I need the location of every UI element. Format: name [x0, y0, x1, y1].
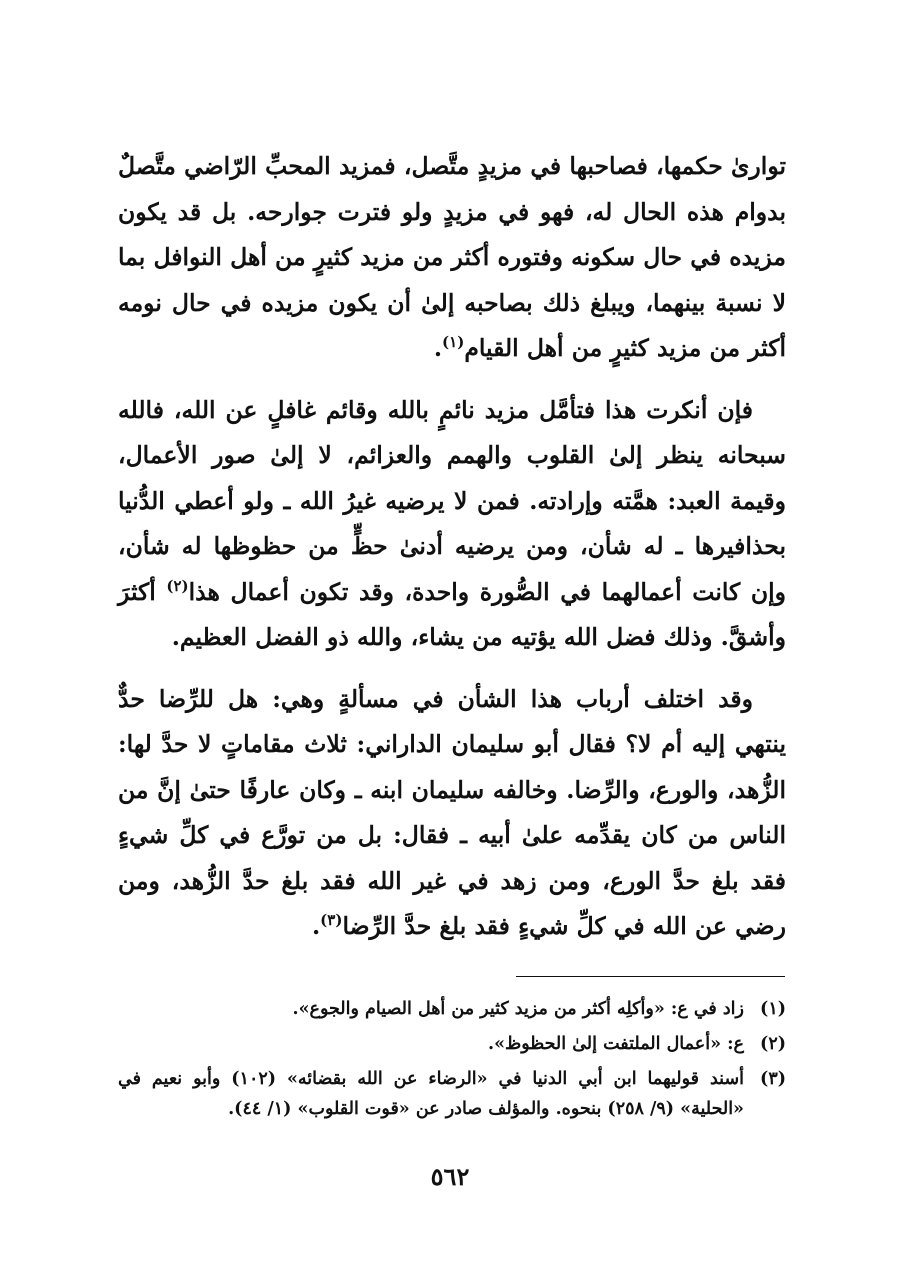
- paragraph-2-tail: أكثرَ وأشقَّ. وذلك فضل الله يؤتيه من يشاء، والله ذو الفضل العظيم.: [118, 577, 786, 651]
- paragraph-2: [118, 388, 786, 661]
- paragraph-1-text: توارىٰ حكمها، فصاحبها في مزيدٍ متَّصل، فمزيد المحبِّ الرّاضي متَّصلٌ بدوام هذه الحال له، فهو في مزيدٍ ولو فترت جوارحه. بل قد يكون مزيده في حال سكونه وفتوره أكثر من مزيد كثيرٍ من أهل النوافل بما لا نسبة بينهما، ويبلغ ذلك بصاحبه إلىٰ أن يكون مزيده في حال نومه أكثر من مزيد كثيرٍ من أهل القيام: [118, 152, 786, 362]
- paragraph-3: [118, 677, 786, 950]
- paragraph-3-tail: .: [311, 912, 321, 940]
- footnote-ref-3: (٣): [320, 911, 343, 930]
- page-number: ٥٦٢: [430, 1162, 470, 1191]
- footnote-1-text: زاد في ع: «وأكلِه أكثر من مزيد كثير من أهل الصيام والجوع».: [292, 999, 744, 1019]
- footnote-2-number: (٢): [760, 1034, 786, 1054]
- footnote-1-number: (١): [760, 999, 786, 1019]
- footnote-2: [118, 1029, 786, 1059]
- footnote-separator: [516, 976, 785, 977]
- main-text: [118, 144, 786, 950]
- footnote-1: [118, 994, 786, 1024]
- paragraph-1: [118, 144, 786, 372]
- footnote-3-text: أسند قوليهما ابن أبي الدنيا في «الرضاء عن الله بقضائه» (١٠٢) وأبو نعيم في «الحلية» (٩/ ٢٥٨) بنحوه. والمؤلف صادر عن «قوت القلوب» (١/ ٤٤).: [118, 1069, 744, 1119]
- footnote-ref-1: (١): [442, 333, 465, 352]
- footnote-3-number: (٣): [760, 1069, 786, 1089]
- footnote-3: [118, 1064, 786, 1124]
- paragraph-3-text: وقد اختلف أرباب هذا الشأن في مسألةٍ وهي: هل للرِّضا حدٌّ ينتهي إليه أم لا؟ فقال أبو سليمان الداراني: ثلاث مقاماتٍ لا حدَّ لها: الزُّهد، والورع، والرِّضا. وخالفه سليمان ابنه ـ وكان عارفًا حتىٰ إنَّ من الناس من كان يقدِّمه علىٰ أبيه ـ فقال: بل من تورَّع في كلِّ شيءٍ فقد بلغ حدَّ الورع، ومن زهد في غير الله فقد بلغ حدَّ الزُّهد، ومن رضي عن الله في كلِّ شيءٍ فقد بلغ حدَّ الرِّضا: [118, 684, 786, 940]
- footnote-ref-2: (٢): [166, 576, 189, 595]
- paragraph-2-text: فإن أنكرت هذا فتأمَّل مزيد نائمٍ بالله وقائم غافلٍ عن الله، فالله سبحانه ينظر إلىٰ القلوب والهمم والعزائم، لا إلىٰ صور الأعمال، وقيمة العبد: همَّته وإرادته. فمن لا يرضيه غيرُ الله ـ ولو أعطي الدُّنيا بحذافيرها ـ له شأن، ومن يرضيه أدنىٰ حظٍّ من حظوظها له شأن، وإن كانت أعمالهما في الصُّورة واحدة، وقد تكون أعمال هذا: [118, 395, 786, 606]
- paragraph-1-tail: .: [433, 334, 443, 362]
- footnote-2-text: ع: «أعمال الملتفت إلىٰ الحظوظ».: [488, 1034, 744, 1054]
- footnotes: [118, 994, 786, 1124]
